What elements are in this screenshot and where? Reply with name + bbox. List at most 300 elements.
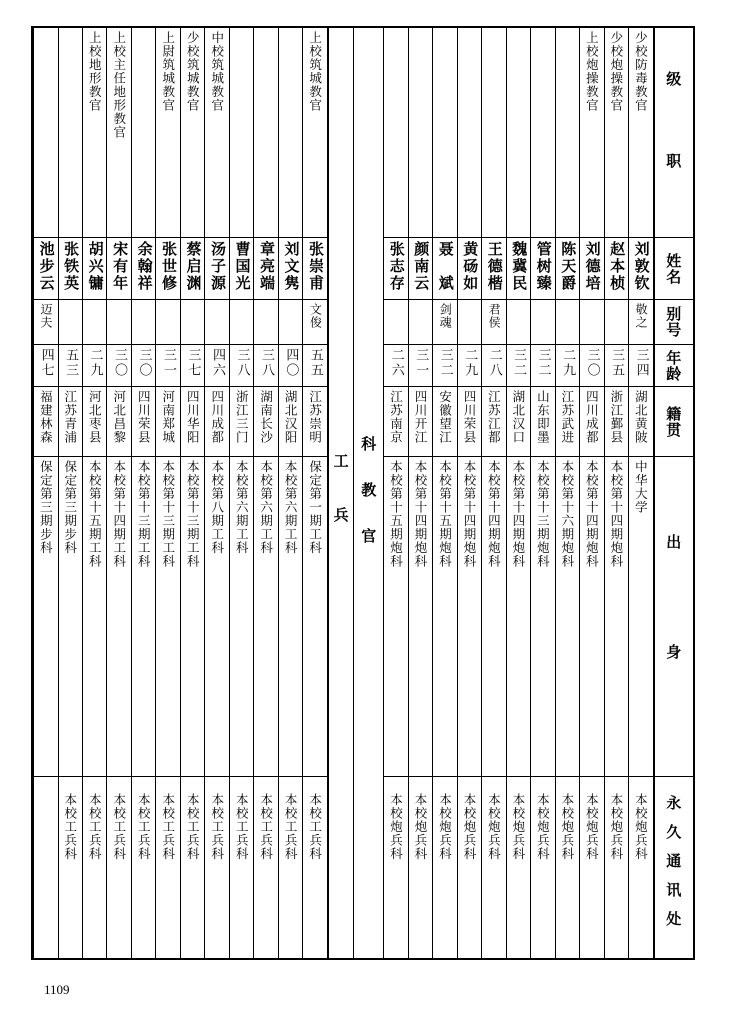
table-row [278,28,302,958]
person-origin [409,457,432,777]
person-rank [458,28,481,238]
person-rank [59,28,82,238]
person-alias-text: 文俊 [308,303,323,329]
person-name-text: 池步云 [37,241,56,292]
person-address [59,777,82,958]
person-origin-text: 本校第十五期工科 [87,460,103,568]
person-native-place-text: 四川华阳 [185,390,201,444]
person-address [482,777,505,958]
person-age [458,345,481,387]
header-origin: 出 身 [655,457,693,777]
person-origin [629,457,652,777]
table-row [383,28,407,958]
person-name-text: 刘敦钦 [632,241,651,292]
person-address-text: 本校工兵科 [160,793,176,861]
person-origin-text: 本校第十四期炮科 [584,460,600,568]
header-rank: 级 职 [655,28,693,238]
person-rank [254,28,277,238]
person-name [303,238,326,300]
person-origin-text: 本校第十五期炮科 [437,460,453,568]
person-address [580,777,603,958]
person-address-text: 本校炮兵科 [510,793,526,861]
person-address [409,777,432,958]
person-native-place-text: 湖北黄陂 [633,390,649,444]
person-address [629,777,652,958]
person-name-text: 王德楷 [485,241,504,292]
person-alias [580,300,603,345]
person-native-place [205,387,228,457]
person-address [254,777,277,958]
person-rank [181,28,204,238]
person-age-text: 五三 [63,348,79,378]
person-rank [230,28,253,238]
person-origin-text: 本校第十四期炮科 [510,460,526,568]
person-age [230,345,253,387]
person-origin [458,457,481,777]
person-address-text: 本校工兵科 [209,793,225,861]
person-origin [34,457,57,777]
person-address [279,777,302,958]
person-alias [34,300,57,345]
person-name [107,238,130,300]
person-rank [482,28,505,238]
person-name [59,238,82,300]
person-rank [409,28,432,238]
header-age: 年龄 [655,345,693,387]
person-name [132,238,155,300]
person-rank-text: 中校筑城教官 [209,31,225,112]
person-native-place-text: 四川开江 [412,390,428,444]
person-address [34,777,57,958]
table-row [506,28,530,958]
person-age [433,345,456,387]
person-origin [254,457,277,777]
person-alias [181,300,204,345]
person-rank-text: 上校主任地形教官 [111,31,127,139]
person-origin-text: 本校第十三期工科 [185,460,201,568]
person-rank [605,28,628,238]
person-name-text: 管树臻 [534,241,553,292]
person-origin [83,457,106,777]
person-native-place [409,387,432,457]
person-age [580,345,603,387]
table-row [253,28,277,958]
person-rank-text: 少校炮操教官 [608,31,624,112]
person-name [181,238,204,300]
header-name: 姓名 [655,238,693,300]
person-name-text: 章亮端 [257,241,276,292]
person-origin [181,457,204,777]
table-row [432,28,456,958]
person-address [205,777,228,958]
person-origin [132,457,155,777]
person-native-place [107,387,130,457]
person-native-place [458,387,481,457]
person-age-text: 二八 [486,348,502,378]
person-name-text: 张世修 [160,241,179,292]
person-address [458,777,481,958]
person-name [254,238,277,300]
person-address [107,777,130,958]
person-name [205,238,228,300]
person-address [181,777,204,958]
person-native-place-text: 安徽望江 [437,390,453,444]
person-native-place-text: 浙江三门 [234,390,250,444]
person-origin [205,457,228,777]
section-title: 工 兵 [327,28,353,958]
person-origin-text: 中华大学 [633,460,649,514]
table-row [229,28,253,958]
person-origin [507,457,530,777]
person-age [59,345,82,387]
person-native-place-text: 河南郑城 [160,390,176,444]
person-name-text: 胡兴镛 [86,241,105,292]
person-rank-text: 上校地形教官 [87,31,103,112]
column-headers [653,28,693,958]
person-address-text: 本校炮兵科 [461,793,477,861]
person-address-text: 本校炮兵科 [437,793,453,861]
person-address-text: 本校工兵科 [111,793,127,861]
person-origin-text: 保定第三期步科 [38,460,54,555]
person-name-text: 宋有年 [111,241,130,292]
table-row [82,28,106,958]
person-native-place [83,387,106,457]
section-subtitle: 科 教 官 [353,28,383,958]
artillery-rows [383,28,652,958]
person-origin-text: 本校第六期工科 [234,460,250,555]
person-address-text: 本校炮兵科 [388,793,404,861]
person-origin-text: 保定第一期工科 [307,460,323,555]
person-age [303,345,326,387]
person-age [556,345,579,387]
person-rank [83,28,106,238]
person-alias [433,300,456,345]
person-alias [279,300,302,345]
person-rank-text: 少校筑城教官 [185,31,201,112]
engineer-rows [33,28,327,958]
person-rank-text: 少校防毒教官 [633,31,649,112]
person-rank [507,28,530,238]
person-alias-text: 迈夫 [39,303,54,329]
table-row [302,28,326,958]
person-rank [556,28,579,238]
person-name [409,238,432,300]
person-rank-text: 上尉筑城教官 [160,31,176,112]
person-native-place [156,387,179,457]
person-alias-text: 剑魂 [438,303,453,329]
person-address [132,777,155,958]
table-row [155,28,179,958]
person-native-place-text: 河北昌黎 [111,390,127,444]
table-row [457,28,481,958]
person-name [531,238,554,300]
person-age [384,345,407,387]
person-native-place-text: 山东即墨 [535,390,551,444]
header-native-place: 籍贯 [655,387,693,457]
person-name-text: 张崇甫 [306,241,325,292]
person-native-place [230,387,253,457]
person-origin-text: 本校第十五期炮科 [388,460,404,568]
person-age [605,345,628,387]
person-rank [531,28,554,238]
person-alias-text: 敬之 [634,303,649,329]
person-origin-text: 本校第十四期炮科 [608,460,624,568]
person-rank [107,28,130,238]
person-origin-text: 本校第十四期工科 [111,460,127,568]
person-origin-text: 本校第十三期工科 [160,460,176,568]
person-address [384,777,407,958]
person-address-text: 本校炮兵科 [535,793,551,861]
person-age [34,345,57,387]
person-origin-text: 本校第十四期炮科 [412,460,428,568]
person-origin [59,457,82,777]
person-age [279,345,302,387]
person-native-place-text: 福建林森 [38,390,54,444]
person-name [458,238,481,300]
person-rank [629,28,652,238]
person-name-text: 张志存 [387,241,406,292]
person-alias [303,300,326,345]
person-origin-text: 本校第十三期工科 [136,460,152,568]
person-rank-text: 上校筑城教官 [307,31,323,112]
person-name-text: 蔡启渊 [184,241,203,292]
person-age-text: 三八 [258,348,274,378]
person-alias [629,300,652,345]
person-alias [132,300,155,345]
person-native-place-text: 浙江鄞县 [608,390,624,444]
person-age-text: 三二 [511,348,527,378]
person-age-text: 三二 [437,348,453,378]
table-row [58,28,82,958]
person-age-text: 三〇 [136,348,152,378]
person-age [181,345,204,387]
roster-table [31,26,695,960]
person-age-text: 三二 [535,348,551,378]
table-row [204,28,228,958]
person-name-text: 魏冀民 [510,241,529,292]
person-age [629,345,652,387]
person-address-text: 本校工兵科 [307,793,323,861]
person-age [507,345,530,387]
person-name-text: 曹国光 [233,241,252,292]
person-name [482,238,505,300]
person-name-text: 黄砀如 [461,241,480,292]
person-age [482,345,505,387]
person-alias [230,300,253,345]
person-name-text: 赵本桢 [608,241,627,292]
person-age-text: 三五 [609,348,625,378]
table-row [481,28,505,958]
page-number: 1109 [44,982,70,997]
header-address: 永久通讯处 [664,795,683,940]
table-row [106,28,130,958]
person-rank [132,28,155,238]
person-name-text: 余翰祥 [135,241,154,292]
table-row [579,28,603,958]
person-origin-text: 本校第六期工科 [258,460,274,555]
person-native-place [629,387,652,457]
person-name [605,238,628,300]
person-address [230,777,253,958]
person-name-text: 刘文隽 [282,241,301,292]
person-origin [580,457,603,777]
person-native-place [384,387,407,457]
person-origin-text: 保定第三期步科 [62,460,78,555]
person-native-place [181,387,204,457]
person-native-place [279,387,302,457]
person-origin-text: 本校第十四期炮科 [486,460,502,568]
person-age-text: 三七 [185,348,201,378]
person-name [433,238,456,300]
person-alias [458,300,481,345]
person-origin-text: 本校第六期工科 [283,460,299,555]
person-address-text: 本校工兵科 [87,793,103,861]
person-native-place [605,387,628,457]
person-address [556,777,579,958]
person-native-place [433,387,456,457]
person-alias [605,300,628,345]
person-rank [580,28,603,238]
person-native-place-text: 湖北汉阳 [283,390,299,444]
person-name-text: 张铁英 [62,241,81,292]
person-name [230,238,253,300]
person-origin [384,457,407,777]
person-address-text: 本校工兵科 [185,793,201,861]
person-age [254,345,277,387]
person-alias [409,300,432,345]
person-alias-text: 君侯 [487,303,502,329]
person-address-text: 本校工兵科 [234,793,250,861]
person-name [34,238,57,300]
person-age-text: 五五 [307,348,323,378]
person-native-place [580,387,603,457]
person-native-place-text: 湖南长沙 [258,390,274,444]
person-origin [279,457,302,777]
person-name-text: 聂 斌 [436,241,455,292]
person-native-place [132,387,155,457]
person-native-place-text: 四川荣县 [136,390,152,444]
person-alias [384,300,407,345]
person-native-place [34,387,57,457]
person-alias [83,300,106,345]
person-alias [482,300,505,345]
person-address [83,777,106,958]
header-alias: 别号 [655,300,693,345]
person-native-place [556,387,579,457]
person-name [507,238,530,300]
person-age-text: 四七 [38,348,54,378]
table-row [408,28,432,958]
person-native-place-text: 江苏崇明 [307,390,323,444]
table-row [131,28,155,958]
person-address-text: 本校炮兵科 [412,793,428,861]
person-name [384,238,407,300]
person-age-text: 三一 [161,348,176,378]
person-name-text: 颜南云 [412,241,431,292]
person-age-text: 四〇 [283,348,299,378]
person-address [156,777,179,958]
person-address-text: 本校工兵科 [283,793,299,861]
table-row [555,28,579,958]
person-alias [507,300,530,345]
person-native-place-text: 四川成都 [209,390,225,444]
person-alias [205,300,228,345]
person-name [156,238,179,300]
person-native-place-text: 四川荣县 [461,390,477,444]
person-alias [254,300,277,345]
person-address-text: 本校炮兵科 [559,793,575,861]
person-native-place [59,387,82,457]
person-native-place-text: 江苏武进 [559,390,575,444]
person-origin [556,457,579,777]
person-address [531,777,554,958]
person-alias [156,300,179,345]
person-age [205,345,228,387]
person-origin [433,457,456,777]
person-origin-text: 本校第十六期炮科 [559,460,575,568]
person-origin [230,457,253,777]
person-name [279,238,302,300]
person-native-place-text: 四川成都 [584,390,600,444]
person-age [531,345,554,387]
table-row [628,28,652,958]
person-age [83,345,106,387]
table-row [530,28,554,958]
person-origin-text: 本校第十四期炮科 [461,460,477,568]
person-origin [531,457,554,777]
person-age-text: 二九 [87,348,103,378]
person-address [507,777,530,958]
person-rank [279,28,302,238]
person-native-place [303,387,326,457]
person-age [409,345,432,387]
person-name [83,238,106,300]
person-address-text: 本校炮兵科 [486,793,502,861]
person-origin [605,457,628,777]
person-alias [556,300,579,345]
person-rank [384,28,407,238]
person-origin [156,457,179,777]
person-origin-text: 本校第十三期炮科 [535,460,551,568]
person-rank-text: 上校炮操教官 [584,31,600,112]
person-address-text: 本校工兵科 [258,793,274,861]
person-name-text: 刘德培 [583,241,602,292]
person-native-place-text: 江苏江都 [486,390,502,444]
person-rank [433,28,456,238]
person-address-text: 本校炮兵科 [608,793,624,861]
table-row [180,28,204,958]
person-address [303,777,326,958]
person-age-text: 二九 [462,348,478,378]
person-address-text: 本校工兵科 [136,793,152,861]
person-alias [531,300,554,345]
person-native-place [482,387,505,457]
person-native-place [254,387,277,457]
person-age-text: 四六 [209,348,225,378]
person-address-text: 本校炮兵科 [633,793,649,861]
person-age-text: 三〇 [584,348,600,378]
person-name-text: 陈天爵 [559,241,578,292]
person-age-text: 二九 [560,348,576,378]
table-row [604,28,628,958]
person-native-place-text: 江苏青浦 [62,390,78,444]
person-name [580,238,603,300]
person-origin [482,457,505,777]
person-name-text: 汤子源 [209,241,228,292]
person-rank [205,28,228,238]
person-age [156,345,179,387]
person-name [556,238,579,300]
